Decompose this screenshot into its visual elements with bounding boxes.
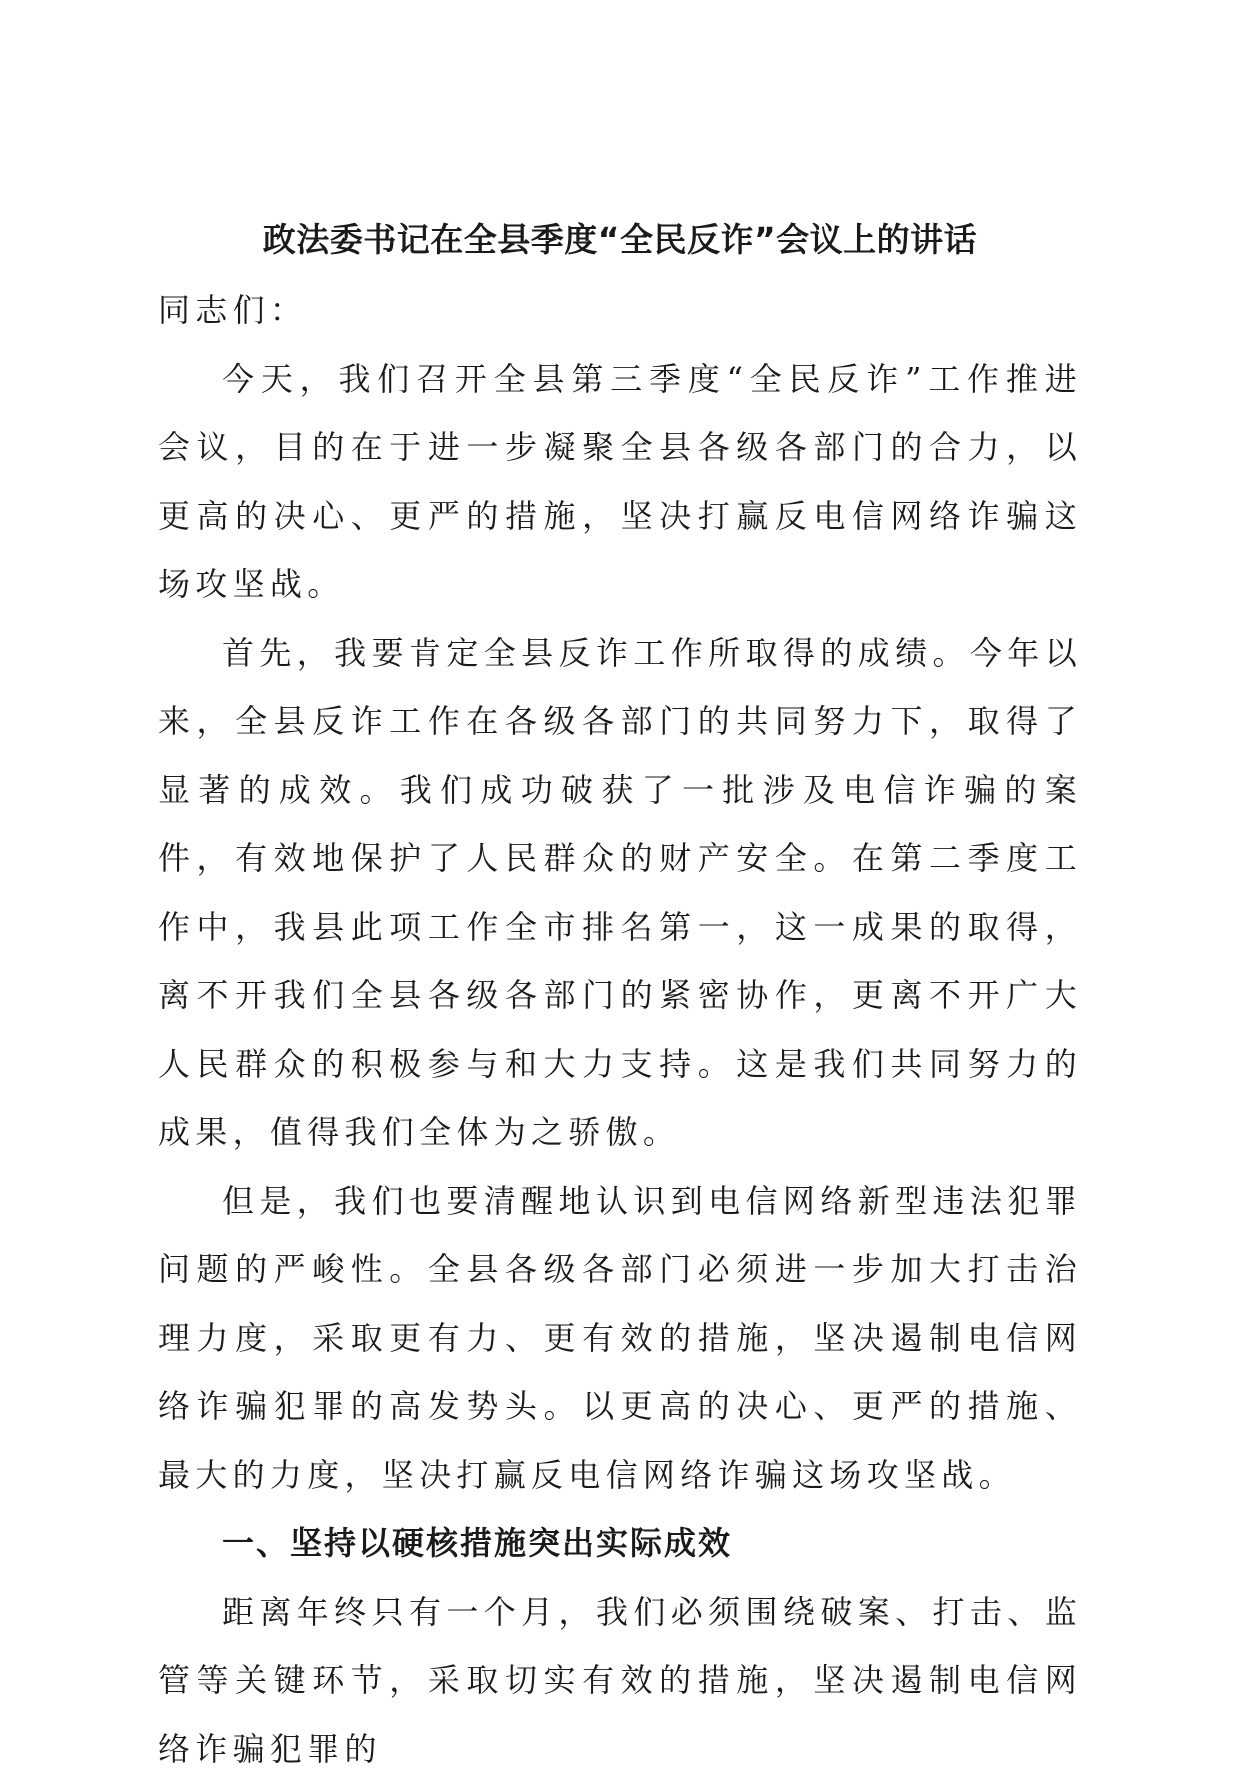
document-body [158,276,1082,1783]
section-paragraph: 距离年终只有一个月，我们必须围绕破案、打击、监管等关键环节，采取切实有效的措施，坚决遏制电信网络诈骗犯罪的 [158,1578,1082,1783]
paragraph-challenges: 但是，我们也要清醒地认识到电信网络新型违法犯罪问题的严峻性。全县各级各部门必须进一步加大打击治理力度，采取更有力、更有效的措施，坚决遏制电信网络诈骗犯罪的高发势头。以更高的决心、更严的措施、最大的力度，坚决打赢反电信网络诈骗这场攻坚战。 [158,1167,1082,1510]
paragraph-opening: 今天，我们召开全县第三季度“全民反诈”工作推进会议，目的在于进一步凝聚全县各级各部门的合力，以更高的决心、更严的措施，坚决打赢反电信网络诈骗这场攻坚战。 [158,345,1082,619]
paragraph-achievements: 首先，我要肯定全县反诈工作所取得的成绩。今年以来，全县反诈工作在各级各部门的共同努力下，取得了显著的成效。我们成功破获了一批涉及电信诈骗的案件，有效地保护了人民群众的财产安全。在第二季度工作中，我县此项工作全市排名第一，这一成果的取得，离不开我们全县各级各部门的紧密协作，更离不开广大人民群众的积极参与和大力支持。这是我们共同努力的成果，值得我们全体为之骄傲。 [158,619,1082,1167]
section-heading: 一、坚持以硬核措施突出实际成效 [158,1509,1082,1578]
document-title: 政法委书记在全县季度“全民反诈”会议上的讲话 [158,218,1082,262]
greeting: 同志们： [158,276,1082,345]
